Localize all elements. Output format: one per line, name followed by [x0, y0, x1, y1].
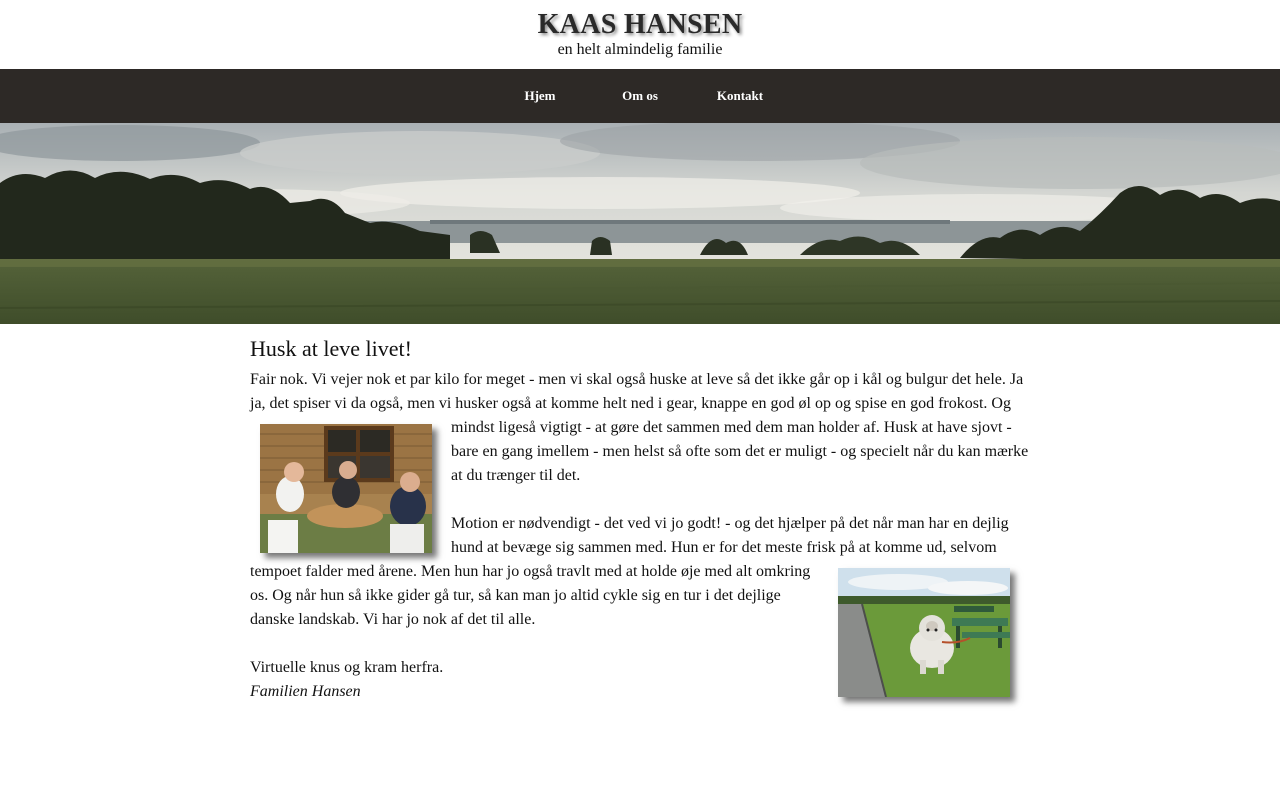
photo-family-lunch: [260, 424, 432, 553]
post-paragraph-2-text: Motion er nødvendigt - det ved vi jo godt! - og det hjælper på det når man har en dejlig hund at bevæge sig sammen med. Hun er for det meste frisk på at komme ud, selvom tempoet falder med årene. Men hun har jo også travlt med at holde øje med alt omkring os. Og når hun så ikke gider gå tur, så kan man jo altid cykle sig en tur i det dejlige danske landskab. Vi har jo nok af det til alle.: [250, 515, 1009, 628]
main-nav: [0, 69, 1280, 123]
site-header: [0, 0, 1280, 69]
nav-item-hjem[interactable]: Hjem: [524, 88, 556, 103]
post-closing: Virtuelle knus og kram herfra.: [250, 659, 444, 676]
nav-item-kontakt[interactable]: Kontakt: [716, 88, 764, 103]
site-title: KAAS HANSEN: [537, 9, 743, 40]
post-signature: Familien Hansen: [250, 683, 361, 700]
post-title: Husk at leve livet!: [250, 336, 412, 361]
post-paragraph-1-text: Fair nok. Vi vejer nok et par kilo for meget - men vi skal også huske at leve så det ikke går op i kål og bulgur det hele. Ja ja, det spiser vi da også, men vi husker også at komme helt ned i gear, knappe en god øl op og spise en god frokost. Og mindst ligeså vigtigt - at gøre det sammen med dem man holder af. Husk at have sjovt - bare en gang imellem - men helst så ofte som det er muligt - og specielt når du kan mærke at du trænger til det.: [250, 371, 1029, 484]
photo-dog-on-path: [838, 568, 1010, 697]
site-tagline: en helt almindelig familie: [557, 41, 723, 58]
nav-item-om-os[interactable]: Om os: [622, 88, 658, 103]
hero-banner-image: [0, 123, 1280, 324]
